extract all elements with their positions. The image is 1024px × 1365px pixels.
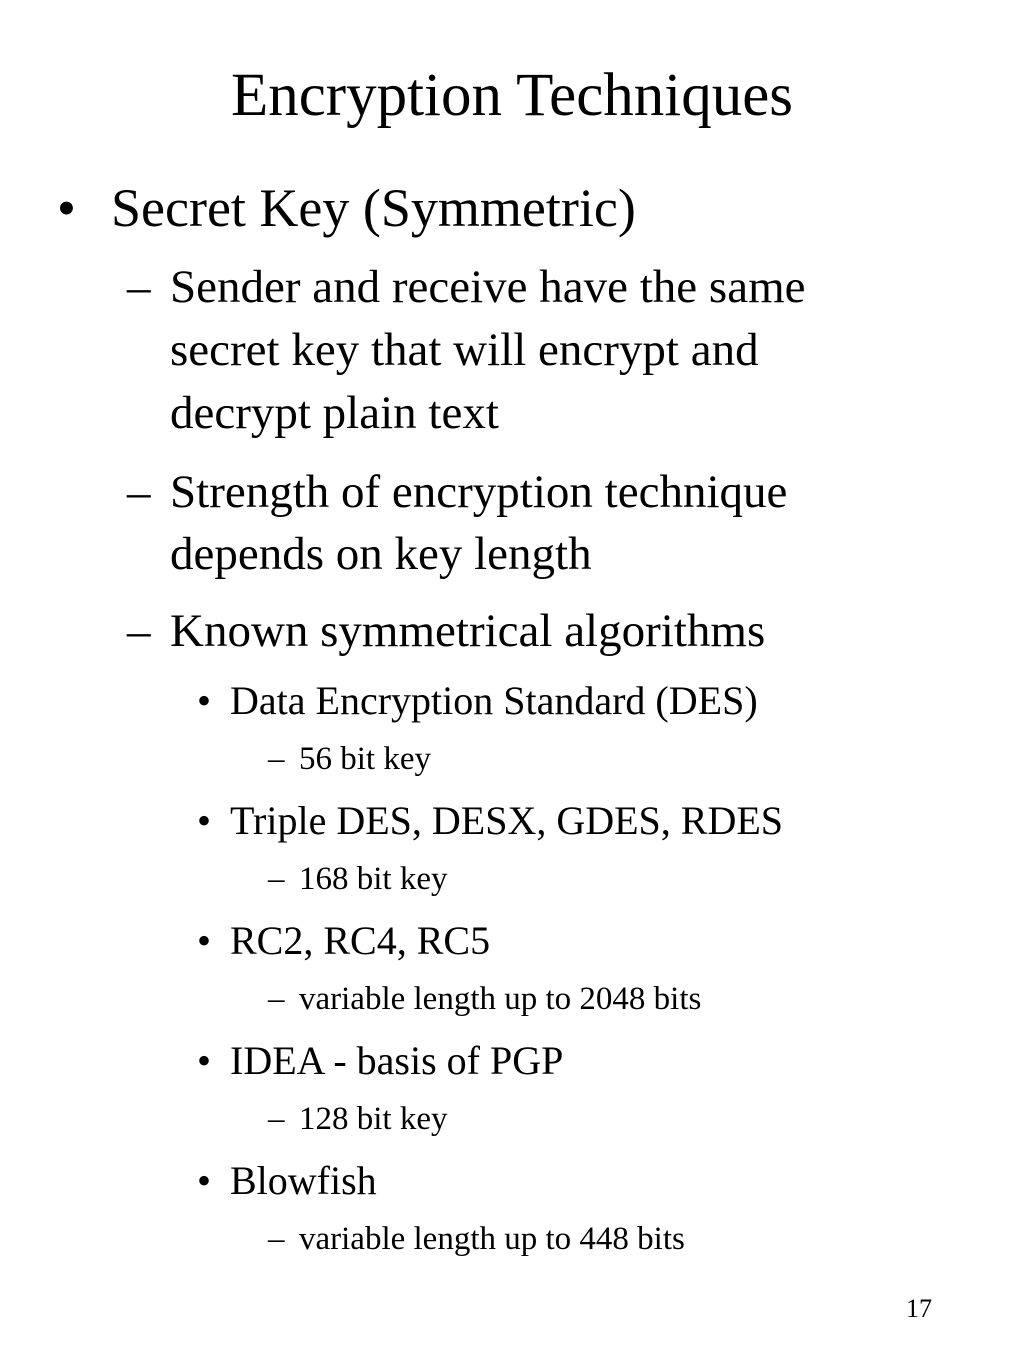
algorithm-name: IDEA - basis of PGP — [230, 1038, 564, 1083]
sub-point-line: decrypt plain text — [170, 387, 499, 439]
bullet-dash-icon: – — [127, 605, 151, 657]
bullet-dash-icon: – — [127, 466, 151, 518]
algorithm-detail: 168 bit key — [299, 861, 448, 897]
bullet-dot-icon: • — [57, 178, 76, 238]
bullet-dash-icon: – — [127, 261, 151, 313]
bullet-dot-icon: • — [197, 1038, 212, 1083]
page-number: 17 — [906, 1294, 932, 1323]
bullet-dot-icon: • — [197, 798, 212, 843]
bullet-dash-icon: – — [268, 741, 285, 777]
bullet-dash-icon: – — [268, 1221, 285, 1257]
algorithm-name: Triple DES, DESX, GDES, RDES — [230, 798, 784, 843]
algorithm-detail: 128 bit key — [299, 1101, 448, 1137]
bullet-dash-icon: – — [268, 981, 285, 1017]
bullet-dot-icon: • — [197, 1158, 212, 1203]
bullet-dash-icon: – — [268, 1101, 285, 1137]
bullet-dot-icon: • — [197, 678, 212, 723]
main-point: Secret Key (Symmetric) — [111, 178, 636, 238]
algorithm-detail: variable length up to 2048 bits — [299, 981, 702, 1017]
sub-point-line: Strength of encryption technique — [170, 466, 788, 518]
sub-point-line: Known symmetrical algorithms — [170, 605, 766, 657]
sub-point-line: Sender and receive have the same — [170, 261, 806, 313]
algorithm-name: Data Encryption Standard (DES) — [230, 678, 758, 723]
sub-point-line: depends on key length — [170, 528, 592, 580]
algorithm-name: Blowfish — [230, 1158, 377, 1203]
algorithm-name: RC2, RC4, RC5 — [230, 918, 491, 963]
sub-point-line: secret key that will encrypt and — [170, 324, 759, 376]
algorithm-detail: 56 bit key — [299, 741, 431, 777]
bullet-dot-icon: • — [197, 918, 212, 963]
bullet-dash-icon: – — [268, 861, 285, 897]
algorithm-detail: variable length up to 448 bits — [299, 1221, 685, 1257]
slide-title: Encryption Techniques — [230, 62, 794, 129]
